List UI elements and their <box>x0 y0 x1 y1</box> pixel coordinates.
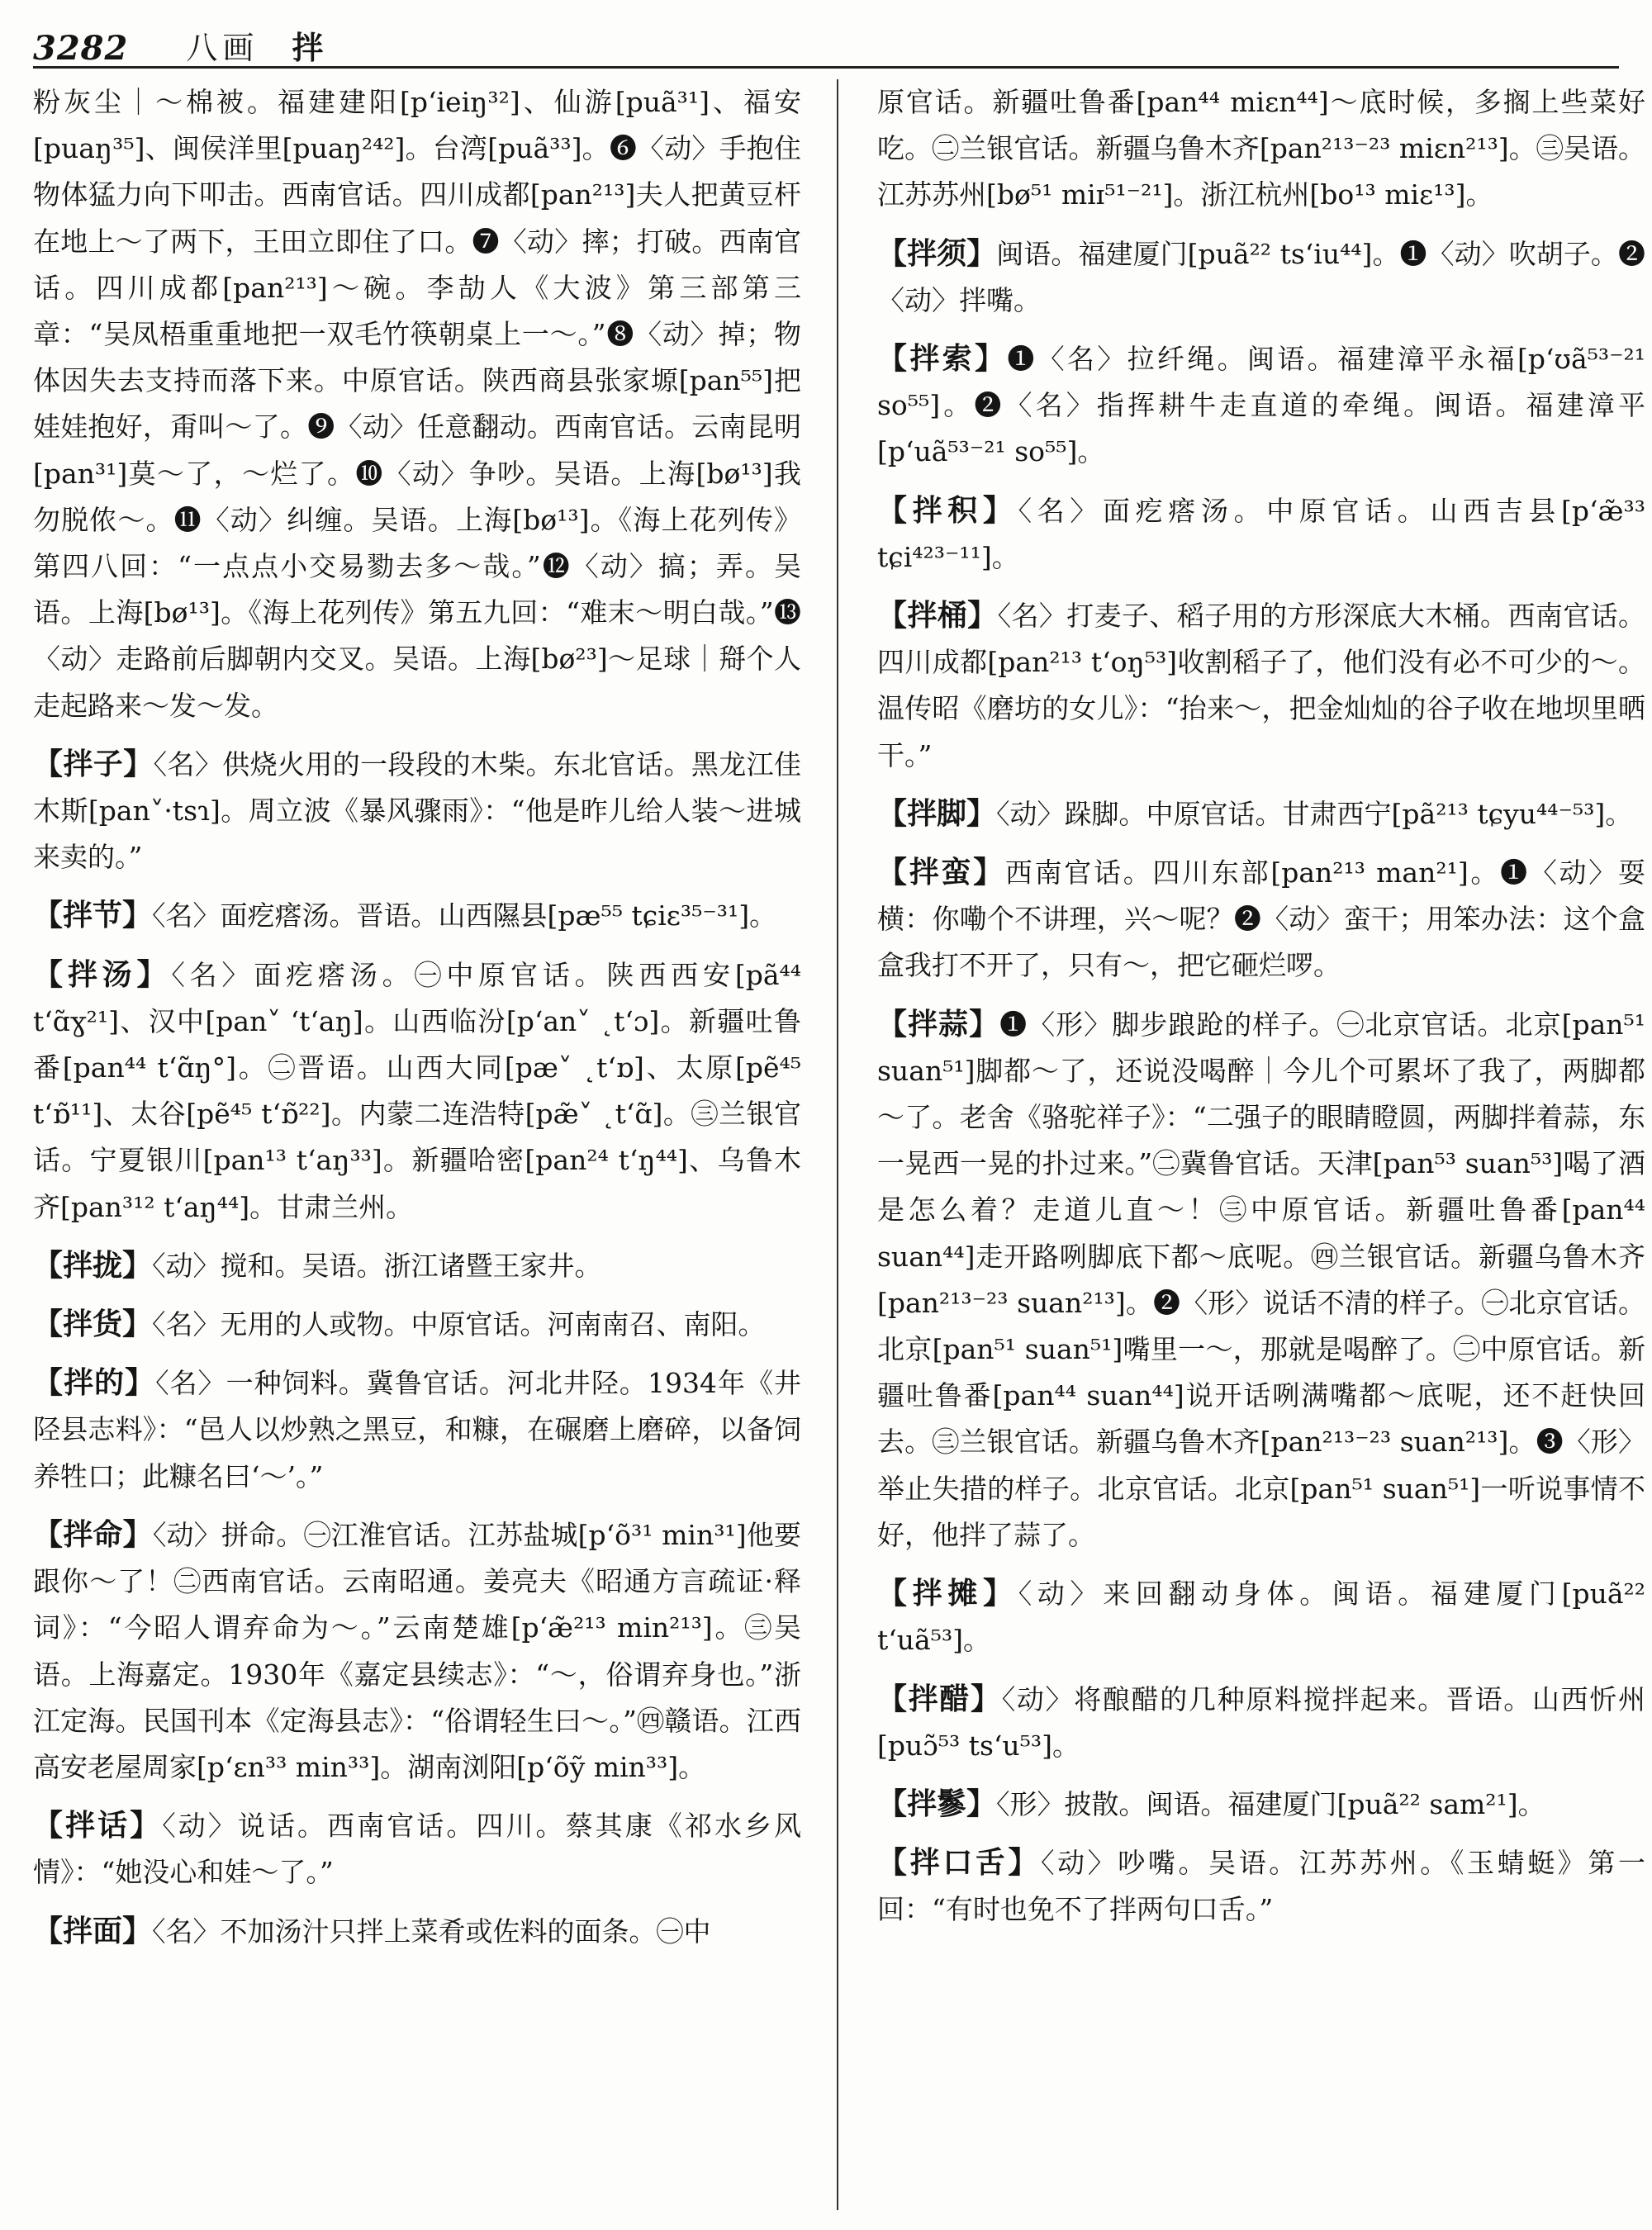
dictionary-entry <box>877 1570 1645 1663</box>
headword: 【拌拢】 <box>33 1247 153 1283</box>
entry-definition: 闽语。福建厦门[puã²² ts‘iu⁴⁴]。❶〈动〉吹胡子。❷〈动〉拌嘴。 <box>877 237 1645 316</box>
entry-definition: 〈动〉将酿醋的几种原料搅拌起来。晋语。山西忻州[puɔ̃⁵³ ts‘u⁵³]。 <box>877 1682 1645 1762</box>
headword: 【拌的】 <box>33 1365 156 1401</box>
entry-definition: ❶〈形〉脚步踉跄的样子。㊀北京官话。北京[pan⁵¹ suan⁵¹]脚都～了，还说没喝醉｜今儿个可累坏了我了，两脚都～了。老舍《骆驼祥子》：“二强子的眼睛瞪圆，两脚拌着蒜，东一晃西一晃的扑过来。”㊁冀鲁官话。天津[pan⁵³ suan⁵³]喝了酒是怎么着？走道儿直～！㊂中原官话。新疆吐鲁番[pan⁴⁴ suan⁴⁴]走开路咧脚底下都～底呢。㊃兰银官话。新疆乌鲁木齐[pan²¹³⁻²³ suan²¹³]。❷〈形〉说话不清的样子。㊀北京官话。北京[pan⁵¹ suan⁵¹]嘴里一～，那就是喝醉了。㊁中原官话。新疆吐鲁番[pan⁴⁴ suan⁴⁴]说开话咧满嘴都～底呢，还不赶快回去。㊂兰银官话。新疆乌鲁木齐[pan²¹³⁻²³ suan²¹³]。❸〈形〉举止失措的样子。北京官话。北京[pan⁵¹ suan⁵¹]一听说事情不好，他拌了蒜了。 <box>877 1008 1645 1551</box>
entry-definition: ❶〈名〉拉纤绳。闽语。福建漳平永福[p‘ʊã⁵³⁻²¹ so⁵⁵]。❷〈名〉指挥耕牛走直道的牵绳。闽语。福建漳平[p‘uã⁵³⁻²¹ so⁵⁵]。 <box>877 343 1645 468</box>
right-column <box>877 79 1645 2210</box>
dictionary-entry <box>877 335 1645 476</box>
entry-definition: 〈名〉打麦子、稻子用的方形深底大木桶。西南官话。四川成都[pan²¹³ t‘oŋ⁵³]收割稻子了，他们没有必不可少的～。温传昭《磨坊的女儿》：“抬来～，把金灿灿的谷子收在地坝里晒干。” <box>877 600 1645 771</box>
entry-definition: 〈动〉拼命。㊀江淮官话。江苏盐城[p‘õ³¹ min³¹]他要跟你～了！㊁西南官话。云南昭通。姜亮夫《昭通方言疏证·释词》：“今昭人谓弃命为～。”云南楚雄[p‘æ̃²¹³ min²¹³]。㊂吴语。上海嘉定。1930年《嘉定县续志》：“～，俗谓弃身也。”浙江定海。民国刊本《定海县志》：“俗谓轻生曰～。”㊃赣语。江西高安老屋周家[p‘ɛn³³ min³³]。湖南浏阳[p‘õỹ min³³]。 <box>33 1518 801 1783</box>
headword: 【拌命】 <box>33 1516 153 1552</box>
headword: 【拌索】 <box>877 341 1008 377</box>
dictionary-entry <box>33 1359 801 1500</box>
headword: 【拌须】 <box>877 235 997 271</box>
dictionary-entry <box>33 741 801 881</box>
headword: 【拌桶】 <box>877 598 998 633</box>
column-divider <box>837 79 838 2210</box>
headword: 【拌口舌】 <box>877 1845 1041 1881</box>
dictionary-entry <box>877 487 1645 581</box>
entry-definition: 〈名〉不加汤汁只拌上菜肴或佐料的面条。㊀中 <box>152 1914 711 1948</box>
dictionary-entry <box>877 1839 1645 1933</box>
headword: 【拌货】 <box>33 1307 153 1342</box>
headword: 【拌摊】 <box>877 1576 1018 1611</box>
entry-definition: 〈动〉吵嘴。吴语。江苏苏州。《玉蜻蜓》第一回：“有时也免不了拌两句口舌。” <box>877 1847 1645 1926</box>
headword: 【拌面】 <box>33 1913 153 1948</box>
dictionary-entry <box>33 1511 801 1791</box>
dictionary-entry <box>877 1781 1645 1828</box>
dictionary-entry <box>33 1242 801 1289</box>
page-header <box>33 18 1619 68</box>
dictionary-entry <box>877 230 1645 324</box>
headword: 【拌蒜】 <box>877 1006 1000 1041</box>
dictionary-entry <box>33 1802 801 1896</box>
dictionary-entry <box>877 1676 1645 1769</box>
headword: 【拌醋】 <box>877 1681 1002 1716</box>
headword: 【拌鬖】 <box>877 1786 997 1821</box>
continuation-text: 粉灰尘｜～棉被。福建建阳[p‘ieiŋ³²]、仙游[puã³¹]、福安[puaŋ³⁵]、闽侯洋里[puaŋ²⁴²]。台湾[puã³³]。❻〈动〉手抱住物体猛力向下叩击。西南官话。四川成都[pan²¹³]夫人把黄豆杆在地上～了两下，王田立即住了口。❼〈动〉摔；打破。西南官话。四川成都[pan²¹³]～碗。李劼人《大波》第三部第三章：“吴凤梧重重地把一双毛竹筷朝桌上一～。”❽〈动〉掉；物体因失去支持而落下来。中原官话。陕西商县张家塬[pan⁵⁵]把娃娃抱好，甭叫～了。❾〈动〉任意翻动。西南官话。云南昆明[pan³¹]莫～了，～烂了。❿〈动〉争吵。吴语。上海[bø¹³]我勿脱侬～。⓫〈动〉纠缠。吴语。上海[bø¹³]。《海上花列传》第四八回：“一点点小交易勠去多～哉。”⓬〈动〉搞；弄。吴语。上海[bø¹³]。《海上花列传》第五九回：“难末～明白哉。”⓭〈动〉走路前后脚朝内交叉。吴语。上海[bø²³]～足球｜搿个人走起路来～发～发。 <box>33 86 801 722</box>
entry-definition: 〈动〉来回翻动身体。闽语。福建厦门[puã²² t‘uã⁵³]。 <box>877 1578 1645 1657</box>
entry-definition: 〈动〉搅和。吴语。浙江诸暨王家井。 <box>152 1249 602 1282</box>
headword: 【拌汤】 <box>33 956 172 992</box>
headword: 【拌蛮】 <box>877 855 1005 890</box>
entry-definition: 〈动〉说话。西南官话。四川。蔡其康《祁水乡风情》：“她没心和娃～了。” <box>33 1810 801 1889</box>
header-character: 拌 <box>292 29 324 66</box>
dictionary-entry <box>877 849 1645 989</box>
entry-definition: 〈形〉披散。闽语。福建厦门[puã²² sam²¹]。 <box>996 1787 1545 1820</box>
entry-definition: 〈名〉一种饲料。冀鲁官话。河北井陉。1934年《井陉县志料》：“邑人以炒熟之黑豆，和糠，在碾磨上磨碎，以备饲养牲口；此糠名曰‘～’。” <box>33 1367 801 1492</box>
headword: 【拌子】 <box>33 746 154 781</box>
page-number: 3282 <box>33 29 129 68</box>
continuation-text: 原官话。新疆吐鲁番[pan⁴⁴ miɛn⁴⁴]～底时候，多搁上些菜好吃。㊁兰银官话。新疆乌鲁木齐[pan²¹³⁻²³ miɛn²¹³]。㊂吴语。江苏苏州[bø⁵¹ miɪ⁵¹⁻²¹]。浙江杭州[bo¹³ miɛ¹³]。 <box>877 86 1645 211</box>
dictionary-entry <box>33 892 801 939</box>
dictionary-entry <box>33 1908 801 1955</box>
dictionary-entry <box>877 592 1645 779</box>
entry-definition: 〈名〉面疙瘩汤。中原官话。山西吉县[p‘æ̃³³ tɕi⁴²³⁻¹¹]。 <box>877 494 1645 573</box>
dictionary-entry <box>877 790 1645 837</box>
entry-definition: 〈动〉跺脚。中原官话。甘肃西宁[pã²¹³ tɕyu⁴⁴⁻⁵³]。 <box>996 797 1633 830</box>
dictionary-entry <box>33 951 801 1231</box>
headword: 【拌积】 <box>877 492 1018 528</box>
headword: 【拌节】 <box>33 898 153 933</box>
entry-definition: 〈名〉供烧火用的一段段的木柴。东北官话。黑龙江佳木斯[pan˅·tsɿ]。周立波《暴风骤雨》：“他是昨儿给人装～进城来卖的。” <box>33 747 801 874</box>
dictionary-entry <box>877 1001 1645 1559</box>
section-title: 八画 <box>186 30 259 66</box>
headword: 【拌脚】 <box>877 795 997 831</box>
entry-definition: 〈名〉面疙瘩汤。㊀中原官话。陕西西安[pã⁴⁴ t‘ɑ̃ɣ²¹]、汉中[pan˅ ‘t‘aŋ]。山西临汾[p‘an˅ ˛t‘ɔ]。新疆吐鲁番[pan⁴⁴ t‘ɑ̃ŋ°]。㊁晋语。山西大同[pæ˅ ˛t‘ɒ]、太原[pẽ⁴⁵ t‘ɒ̃¹¹]、太谷[pẽ⁴⁵ t‘ɒ̃²²]。内蒙二连浩特[pæ̃˅ ˛t‘ɑ̃]。㊂兰银官话。宁夏银川[pan¹³ t‘aŋ³³]。新疆哈密[pan²⁴ t‘ŋ⁴⁴]、乌鲁木齐[pan³¹² t‘aŋ⁴⁴]。甘肃兰州。 <box>33 958 801 1223</box>
entry-definition: 〈名〉面疙瘩汤。晋语。山西隰县[pæ⁵⁵ tɕiɛ³⁵⁻³¹]。 <box>152 899 777 932</box>
left-column <box>33 79 801 2210</box>
entry-definition: 西南官话。四川东部[pan²¹³ man²¹]。❶〈动〉耍横：你嘞个不讲理，兴～呢？❷〈动〉蛮干；用笨办法：这个盒盒我打不开了，只有～，把它砸烂啰。 <box>877 856 1645 982</box>
header-rule <box>33 66 1619 69</box>
entry-definition: 〈名〉无用的人或物。中原官话。河南南召、南阳。 <box>152 1308 766 1341</box>
headword: 【拌话】 <box>33 1808 163 1843</box>
dictionary-entry <box>33 1301 801 1348</box>
